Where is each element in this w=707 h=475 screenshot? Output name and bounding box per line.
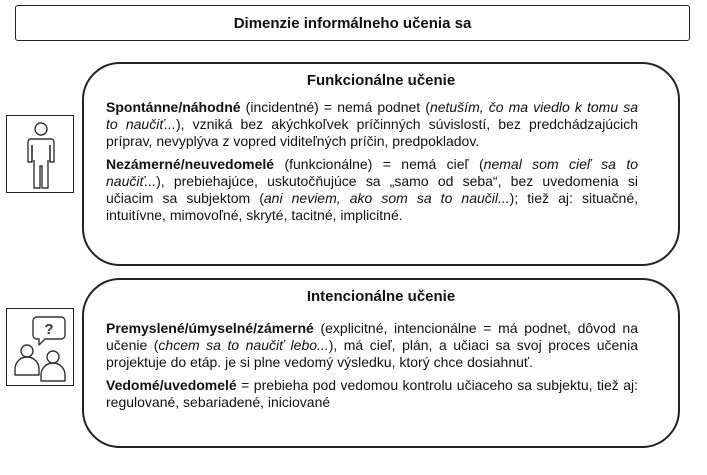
standing-person-icon <box>7 116 75 194</box>
definition-paragraph: Premyslené/úmyselné/zámerné (explicitné, intencionálne = má podnet, dôvod na učenie (chcem sa to naučiť lebo...), má cieľ, plán, a učiaci sa svoj proces učenia projektuje do etáp. je si plne vedomý výsledku, ktorý chce dosiahnuť. <box>106 320 638 370</box>
intentional-learning-panel <box>82 278 680 448</box>
two-people-question-icon <box>7 309 75 387</box>
diagram-title: Dimenzie informálneho učenia sa <box>15 5 690 41</box>
definition-paragraph: Vedomé/uvedomelé = prebieha pod vedomou kontrolu učiaceho sa subjektu, tiež aj: regulované, sebariadené, iniciované <box>106 377 638 410</box>
term: Spontánne/náhodné <box>106 99 241 115</box>
panel-body <box>106 99 638 230</box>
question-mark: ? <box>44 321 54 338</box>
definition-paragraph: Spontánne/náhodné (incidentné) = nemá podnet (netuším, čo ma viedlo k tomu sa to naučiť...), vzniká bez akýchkoľvek príčinných súvislostí, bez predchádzajúcich príprav, nevyplýva z vopred viditeľných príčin, predpokladov. <box>106 99 638 149</box>
person-icon-frame <box>6 115 74 193</box>
definition-paragraph: Nezámerné/neuvedomelé (funkcionálne) = nemá cieľ (nemal som cieľ sa to naučiť...), prebiehajúce, uskutočňujúce sa „samo od seba“, bez uvedomenia si učiacim sa subjektom (ani neviem, ako som sa to naučil...); tiež aj: situačné, intuitívne, mimovoľné, skryté, tacitné, implicitné. <box>106 156 638 223</box>
panel-heading: Funkcionálne učenie <box>306 72 456 89</box>
panel-heading: Intencionálne učenie <box>306 288 456 305</box>
term: Premyslené/úmyselné/zámerné <box>106 320 314 336</box>
functional-learning-panel <box>82 62 680 266</box>
term: Nezámerné/neuvedomelé <box>106 156 275 172</box>
panel-body <box>106 320 638 417</box>
people-question-icon-frame <box>6 308 74 386</box>
term: Vedomé/uvedomelé <box>106 377 237 393</box>
